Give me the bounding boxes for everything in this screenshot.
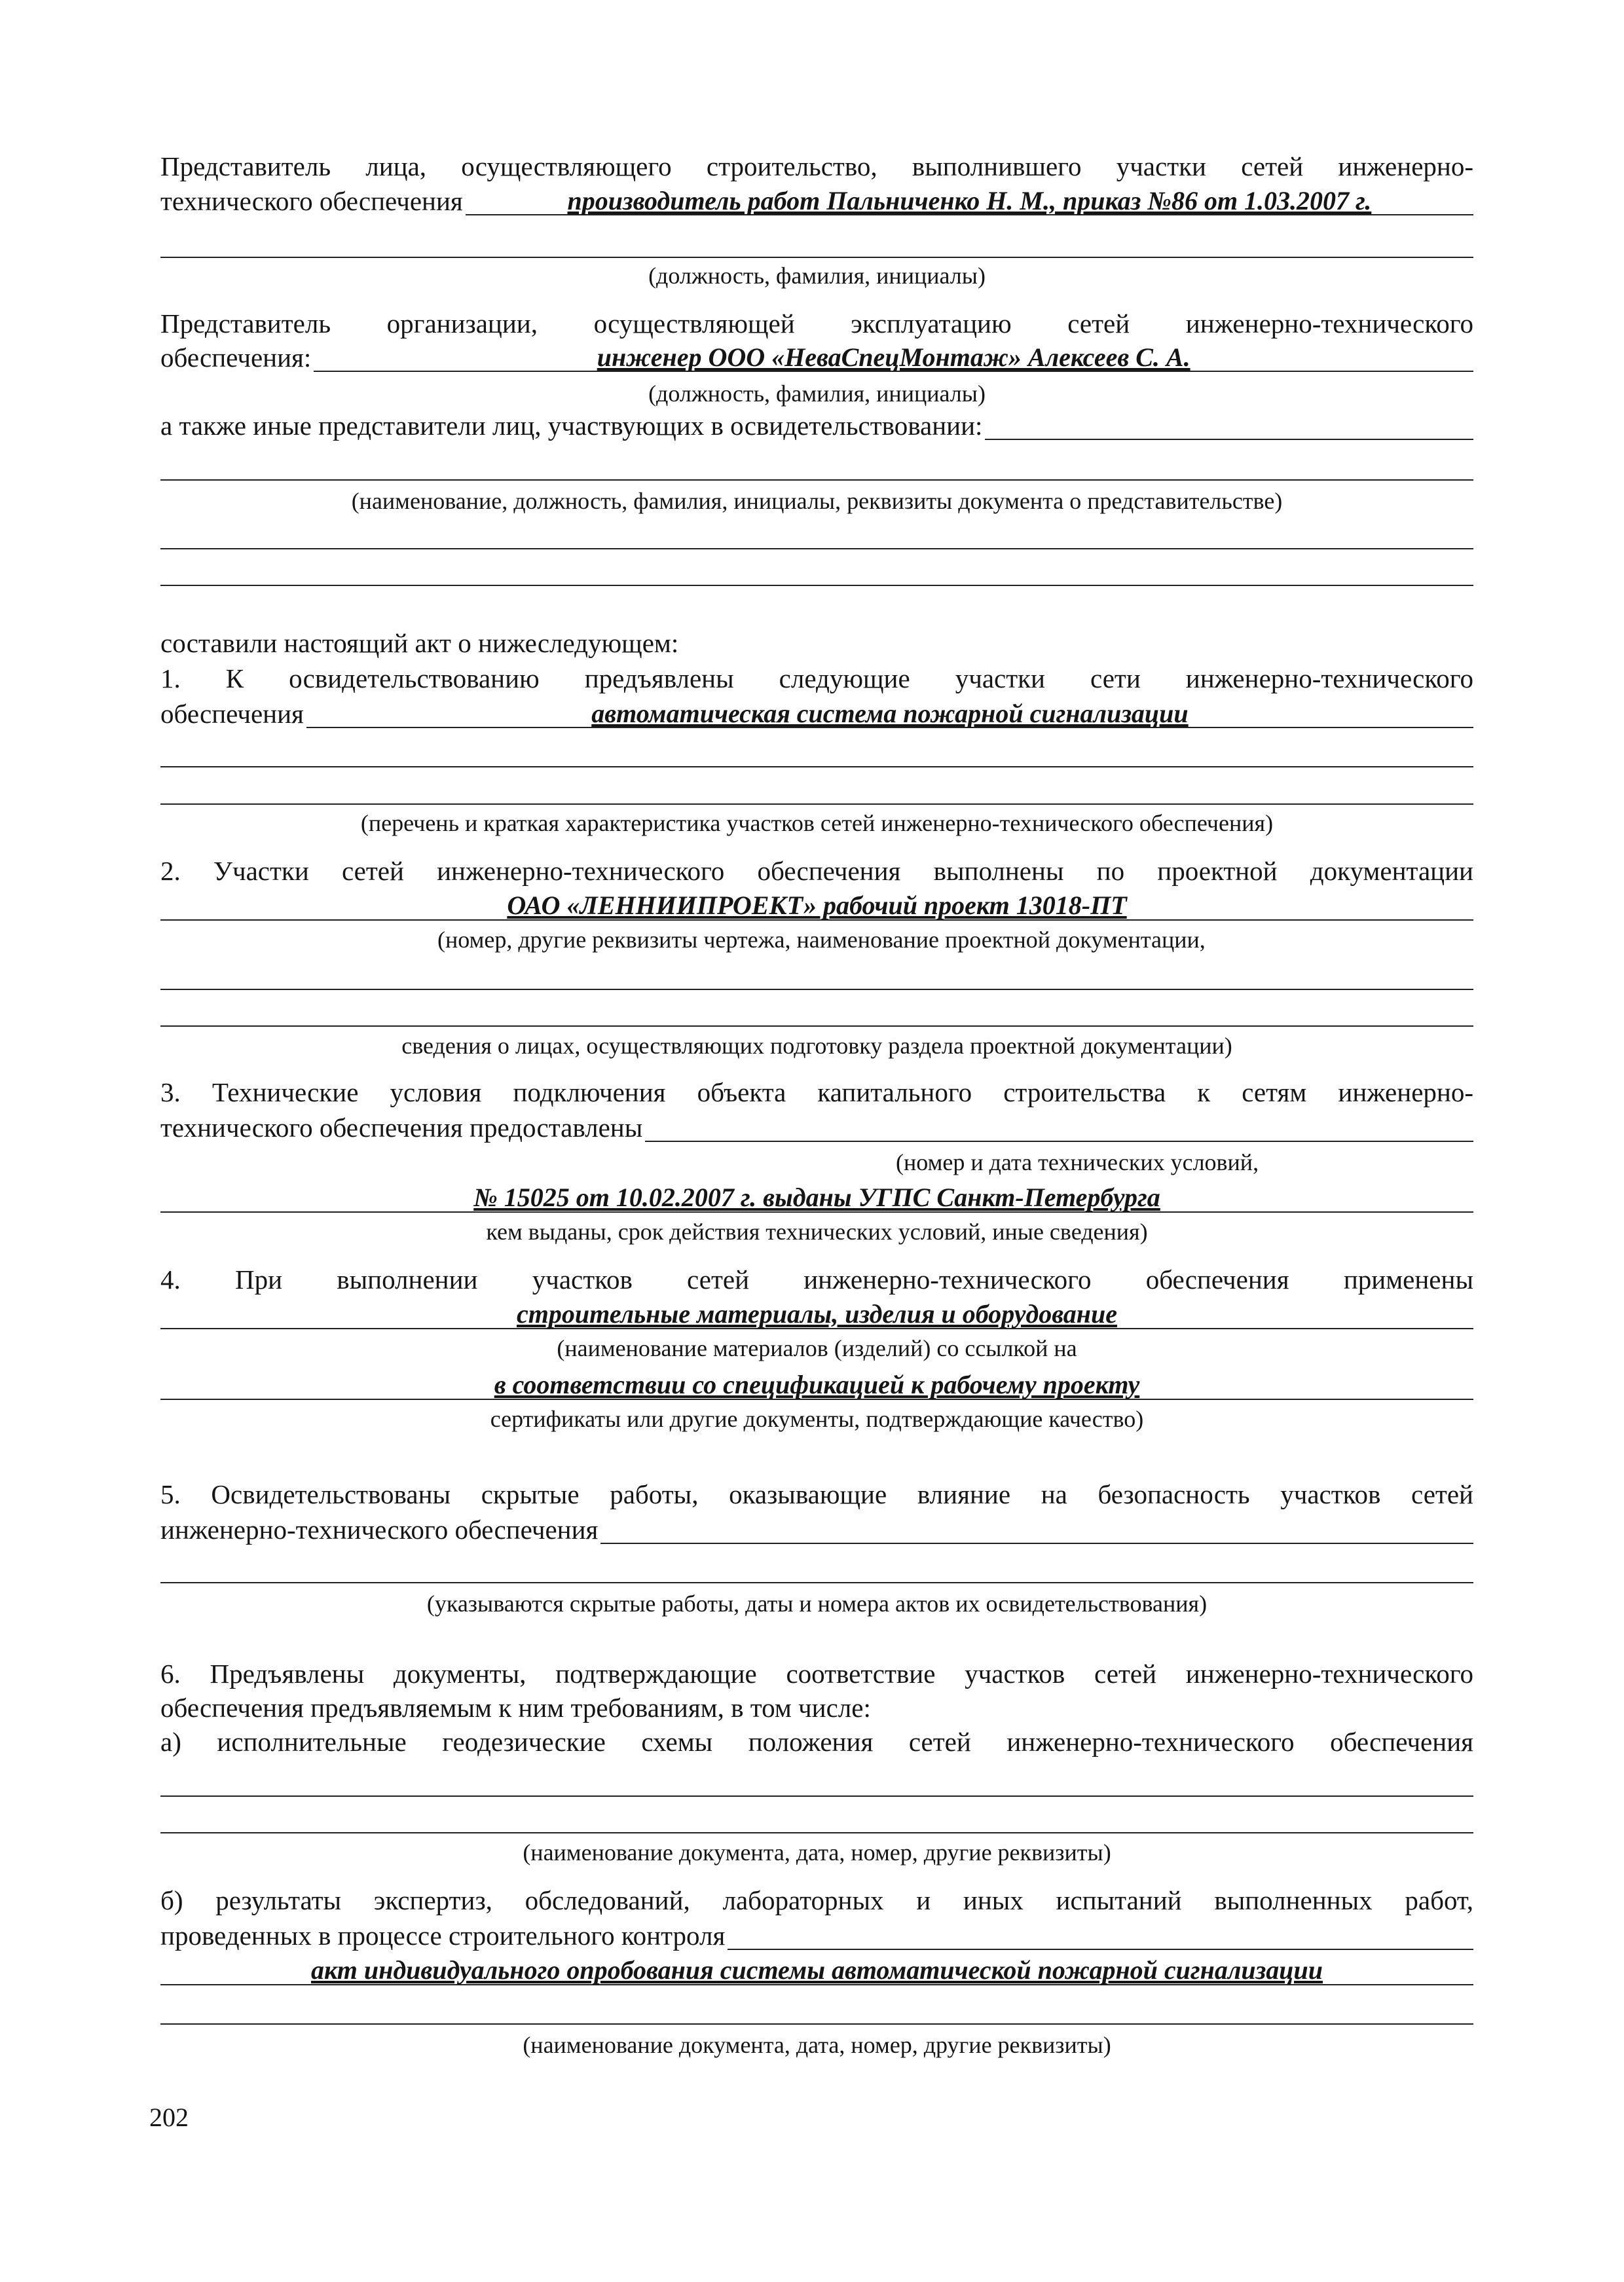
others-caption: (наименование, должность, фамилия, инициалы, реквизиты документа о представительстве)	[351, 488, 1283, 514]
rep-operator-field[interactable]: инженер ООО «НеваСпецМонтаж» Алексеев С. А.	[314, 344, 1473, 372]
rep-operator-row	[160, 343, 1473, 372]
blank-line[interactable]	[160, 1025, 1473, 1027]
item3-blank-field[interactable]	[645, 1114, 1473, 1142]
others-label: а также иные представители лиц, участвующих в освидетельствовании:	[160, 411, 983, 441]
item3-row	[160, 1113, 1473, 1142]
blank-line[interactable]	[160, 548, 1473, 549]
item3-line1: 3. Технические условия подключения объекта капитального строительства к сетям инженерно-	[160, 1077, 1473, 1107]
rep-builder-line1: Представитель лица, осуществляющего строительство, выполнившего участки сетей инженерно-	[160, 151, 1473, 181]
item4-caption2: сертификаты или другие документы, подтверждающие качество)	[490, 1406, 1144, 1432]
item4-field2[interactable]: в соответствии со спецификацией к рабочему проекту	[160, 1371, 1473, 1400]
rep-builder-caption: (должность, фамилия, инициалы)	[648, 263, 986, 289]
rep-operator-label: обеспечения:	[160, 342, 312, 373]
item2-caption1: (номер, другие реквизиты чертежа, наименование проектной документации,	[437, 927, 1206, 953]
item6-a-line: а) исполнительные геодезические схемы положения сетей инженерно-технического обеспечения	[160, 1727, 1473, 1757]
item3-caption1: (номер и дата технических условий,	[896, 1149, 1259, 1175]
item5-field[interactable]	[600, 1517, 1473, 1544]
rep-builder-label: технического обеспечения	[160, 186, 463, 216]
blank-line[interactable]	[160, 1832, 1473, 1833]
item3-caption2: кем выданы, срок действия технических условий, иные сведения)	[486, 1219, 1148, 1245]
rep-operator-caption: (должность, фамилия, инициалы)	[648, 380, 986, 407]
item4-line1: 4. При выполнении участков сетей инженерно-технического обеспечения применены	[160, 1264, 1473, 1295]
item1-field[interactable]: автоматическая система пожарной сигнализации	[306, 701, 1473, 728]
item6-line2: обеспечения предъявляемым к ним требованиям, в том числе:	[160, 1693, 871, 1723]
item6-b-row	[160, 1921, 1473, 1950]
others-row	[160, 411, 1473, 440]
item6-b-blank-field[interactable]	[728, 1923, 1473, 1950]
item6-b-field[interactable]: акт индивидуального опробования системы автоматической пожарной сигнализации	[160, 1957, 1473, 1985]
rep-builder-field[interactable]: производитель работ Пальниченко Н. М., приказ №86 от 1.03.2007 г.	[466, 188, 1473, 215]
item5-label: инженерно-технического обеспечения	[160, 1515, 599, 1545]
item5-line1: 5. Освидетельствованы скрытые работы, оказывающие влияние на безопасность участков сетей	[160, 1479, 1473, 1509]
item5-row	[160, 1515, 1473, 1544]
item1-label: обеспечения	[160, 699, 304, 729]
blank-line[interactable]	[160, 257, 1473, 258]
item6-b-line1: б) результаты экспертиз, обследований, лабораторных и иных испытаний выполненных работ,	[160, 1885, 1473, 1915]
item3-label: технического обеспечения предоставлены	[160, 1113, 643, 1143]
others-field[interactable]	[985, 413, 1473, 440]
blank-line[interactable]	[160, 2023, 1473, 2025]
blank-line[interactable]	[160, 479, 1473, 481]
blank-line[interactable]	[160, 585, 1473, 586]
blank-line[interactable]	[160, 989, 1473, 990]
rep-builder-row	[160, 187, 1473, 215]
blank-line[interactable]	[160, 1582, 1473, 1583]
blank-line[interactable]	[160, 803, 1473, 805]
item1-line1: 1. К освидетельствованию предъявлены следующие участки сети инженерно-технического	[160, 663, 1473, 693]
intro-text: составили настоящий акт о нижеследующем:	[160, 628, 679, 658]
item3-field[interactable]: № 15025 от 10.02.2007 г. выданы УГПС Санкт-Петербурга	[160, 1184, 1473, 1213]
item2-field[interactable]: ОАО «ЛЕННИИПРОЕКТ» рабочий проект 13018-ПТ	[160, 892, 1473, 921]
item2-caption2: сведения о лицах, осуществляющих подготовку раздела проектной документации)	[401, 1033, 1232, 1059]
item1-row	[160, 699, 1473, 728]
item6-b-label: проведенных в процессе строительного контроля	[160, 1921, 726, 1951]
item4-caption1: (наименование материалов (изделий) со ссылкой на	[557, 1335, 1077, 1361]
item6-a-caption: (наименование документа, дата, номер, другие реквизиты)	[523, 1839, 1111, 1866]
item1-caption: (перечень и краткая характеристика участков сетей инженерно-технического обеспечения)	[360, 810, 1274, 836]
blank-line[interactable]	[160, 766, 1473, 767]
item4-field1[interactable]: строительные материалы, изделия и оборудование	[160, 1300, 1473, 1329]
rep-operator-line1: Представитель организации, осуществляющей эксплуатацию сетей инженерно-технического	[160, 308, 1473, 339]
item2-line1: 2. Участки сетей инженерно-технического обеспечения выполнены по проектной документации	[160, 856, 1473, 886]
page-number: 202	[149, 2103, 189, 2132]
blank-line[interactable]	[160, 1795, 1473, 1797]
item6-b-caption: (наименование документа, дата, номер, другие реквизиты)	[523, 2032, 1111, 2058]
item5-caption: (указываются скрытые работы, даты и номера актов их освидетельствования)	[426, 1591, 1208, 1617]
item6-line1: 6. Предъявлены документы, подтверждающие соответствие участков сетей инженерно-технического	[160, 1659, 1473, 1689]
